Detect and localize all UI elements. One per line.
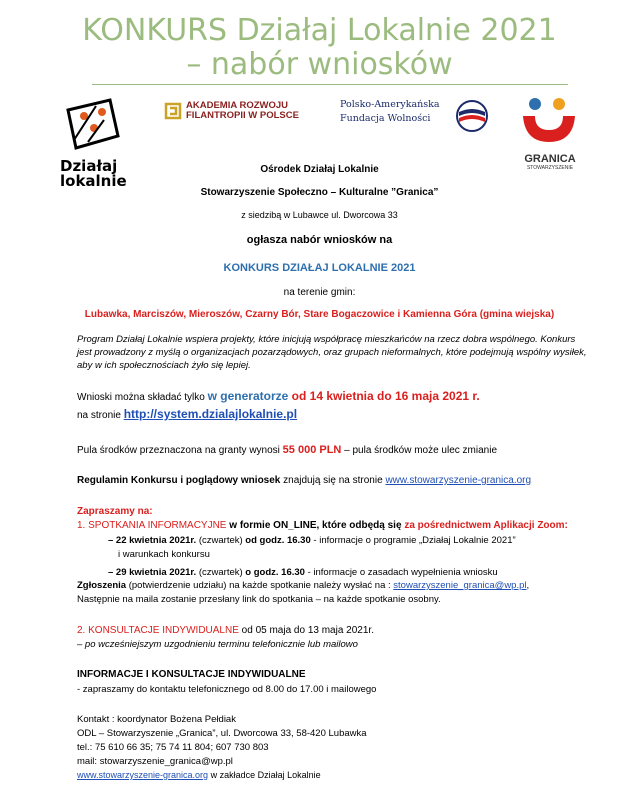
consultations-note: – po wcześniejszym uzgodnieniu terminu telefonicznie lub mailowo — [77, 639, 358, 650]
pafw-line-1: Polsko-Amerykańska — [340, 99, 440, 110]
arfp-line-1: AKADEMIA ROZWOJU — [186, 100, 289, 111]
registration-email-link[interactable]: stowarzyszenie_granica@wp.pl — [393, 580, 527, 591]
submission-site: na stronie http://system.dzialajlokalnie.pl — [77, 407, 298, 421]
org-line-1: Ośrodek Działaj Lokalnie — [260, 164, 379, 175]
meetings-line: 1. SPOTKANIA INFORMACYJNE w formie ON_LINE, które odbędą się za pośrednictwem Aplikacji Zoom: — [77, 520, 568, 531]
contact-line-4: mail: stowarzyszenie_granica@wp.pl — [77, 756, 233, 767]
meeting-1-cont: i warunkach konkursu — [118, 549, 210, 560]
generator-text: w generatorze — [207, 389, 289, 403]
granica-name: GRANICA — [524, 153, 576, 165]
generator-link[interactable]: http://system.dzialajlokalnie.pl — [123, 407, 298, 421]
pafw-flag-icon — [456, 100, 488, 132]
contact-line-3: tel.: 75 610 66 35; 75 74 11 804; 607 730 803 — [77, 742, 269, 753]
dzialaj-lokalnie-text: Działaj lokalnie — [60, 157, 127, 190]
title-divider — [92, 84, 568, 85]
registration-line: Zgłoszenia (potwierdzenie udziału) na każde spotkanie należy wysłać na : stowarzyszenie_granica@wp.pl, — [77, 580, 530, 591]
org-line-2: Stowarzyszenie Społeczno – Kulturalne ”Granica” — [200, 187, 439, 198]
program-description: Program Działaj Lokalnie wspiera projekty, które inicjują współpracę mieszkańców na rzecz dobra wspólnego. Konkurs jest prowadzony z myślą o organizacjach pozarządowych, oraz grupach nieformalnych, które podejmują wspólny wysiłek, aby w ich społecznościach żyło się lepiej. — [77, 334, 587, 371]
invite-heading: Zapraszamy na: — [77, 506, 153, 517]
granica-smile-icon — [515, 96, 585, 148]
meeting-2: – 29 kwietnia 2021r. (czwartek) o godz. 16.30 - informacje o zasadach wypełnienia wniosku — [108, 567, 498, 578]
gminy-list: Lubawka, Marciszów, Mieroszów, Czarny Bór, Stare Bogaczowice i Kamienna Góra (gmina wiejska) — [84, 309, 555, 320]
meeting-1: – 22 kwietnia 2021r. (czwartek) od godz. 16.30 - informacje o programie „Działaj Lokalnie 2021” — [108, 535, 516, 546]
funding-pool: Pula środków przeznaczona na granty wynosi 55 000 PLN – pula środków może ulec zmianie — [77, 444, 498, 456]
rules-link[interactable]: www.stowarzyszenie-granica.org — [385, 475, 532, 486]
page-title — [0, 14, 639, 82]
rules-info: Regulamin Konkursu i poglądowy wniosek znajdują się na stronie www.stowarzyszenie-granica.org — [77, 475, 532, 486]
dzialaj-lokalnie-logo — [60, 96, 130, 192]
title-line-1: KONKURS Działaj Lokalnie 2021 — [82, 13, 557, 48]
contact-line-5: www.stowarzyszenie-granica.org w zakładce Działaj Lokalnie — [77, 770, 321, 780]
contact-line-1: Kontakt : koordynator Bożena Pełdiak — [77, 714, 236, 725]
consultations-line: 2. KONSULTACJE INDYWIDUALNE od 05 maja do 13 maja 2021r. — [77, 625, 374, 636]
gminy-intro: na terenie gmin: — [283, 287, 356, 298]
arfp-logo — [164, 100, 304, 124]
contest-name: KONKURS DZIAŁAJ LOKALNIE 2021 — [223, 262, 416, 274]
submission-info: Wnioski można składać tylko w generatorze od 14 kwietnia do 16 maja 2021 r. — [77, 389, 480, 403]
registration-line-2: Następnie na maila zostanie przesłany link do spotkania – na każde spotkanie osobny. — [77, 594, 441, 605]
dzialaj-lokalnie-graphic-icon — [60, 96, 130, 154]
pool-amount: 55 000 PLN — [282, 444, 342, 456]
announce-line: ogłasza nabór wniosków na — [246, 234, 393, 246]
org-address: z siedzibą w Lubawce ul. Dworcowa 33 — [241, 210, 398, 220]
title-line-2: – nabór wniosków — [186, 47, 453, 82]
arfp-line-2: FILANTROPII W POLSCE — [186, 110, 299, 121]
arfp-mark-icon — [164, 102, 182, 120]
info-line: - zapraszamy do kontaktu telefonicznego od 8.00 do 17.00 i mailowego — [77, 684, 377, 695]
granica-sub: STOWARZYSZENIE — [526, 165, 574, 171]
contact-line-2: ODL – Stowarzyszenie „Granica”, ul. Dworcowa 33, 58-420 Lubawka — [77, 728, 367, 739]
pafw-line-2: Fundacja Wolności — [340, 113, 431, 124]
website-link[interactable]: www.stowarzyszenie-granica.org — [77, 770, 209, 780]
info-heading: INFORMACJE I KONSULTACJE INDYWIDUALNE — [77, 669, 306, 680]
pafw-logo — [340, 98, 490, 138]
submission-dates: od 14 kwietnia do 16 maja 2021 r. — [288, 389, 480, 403]
